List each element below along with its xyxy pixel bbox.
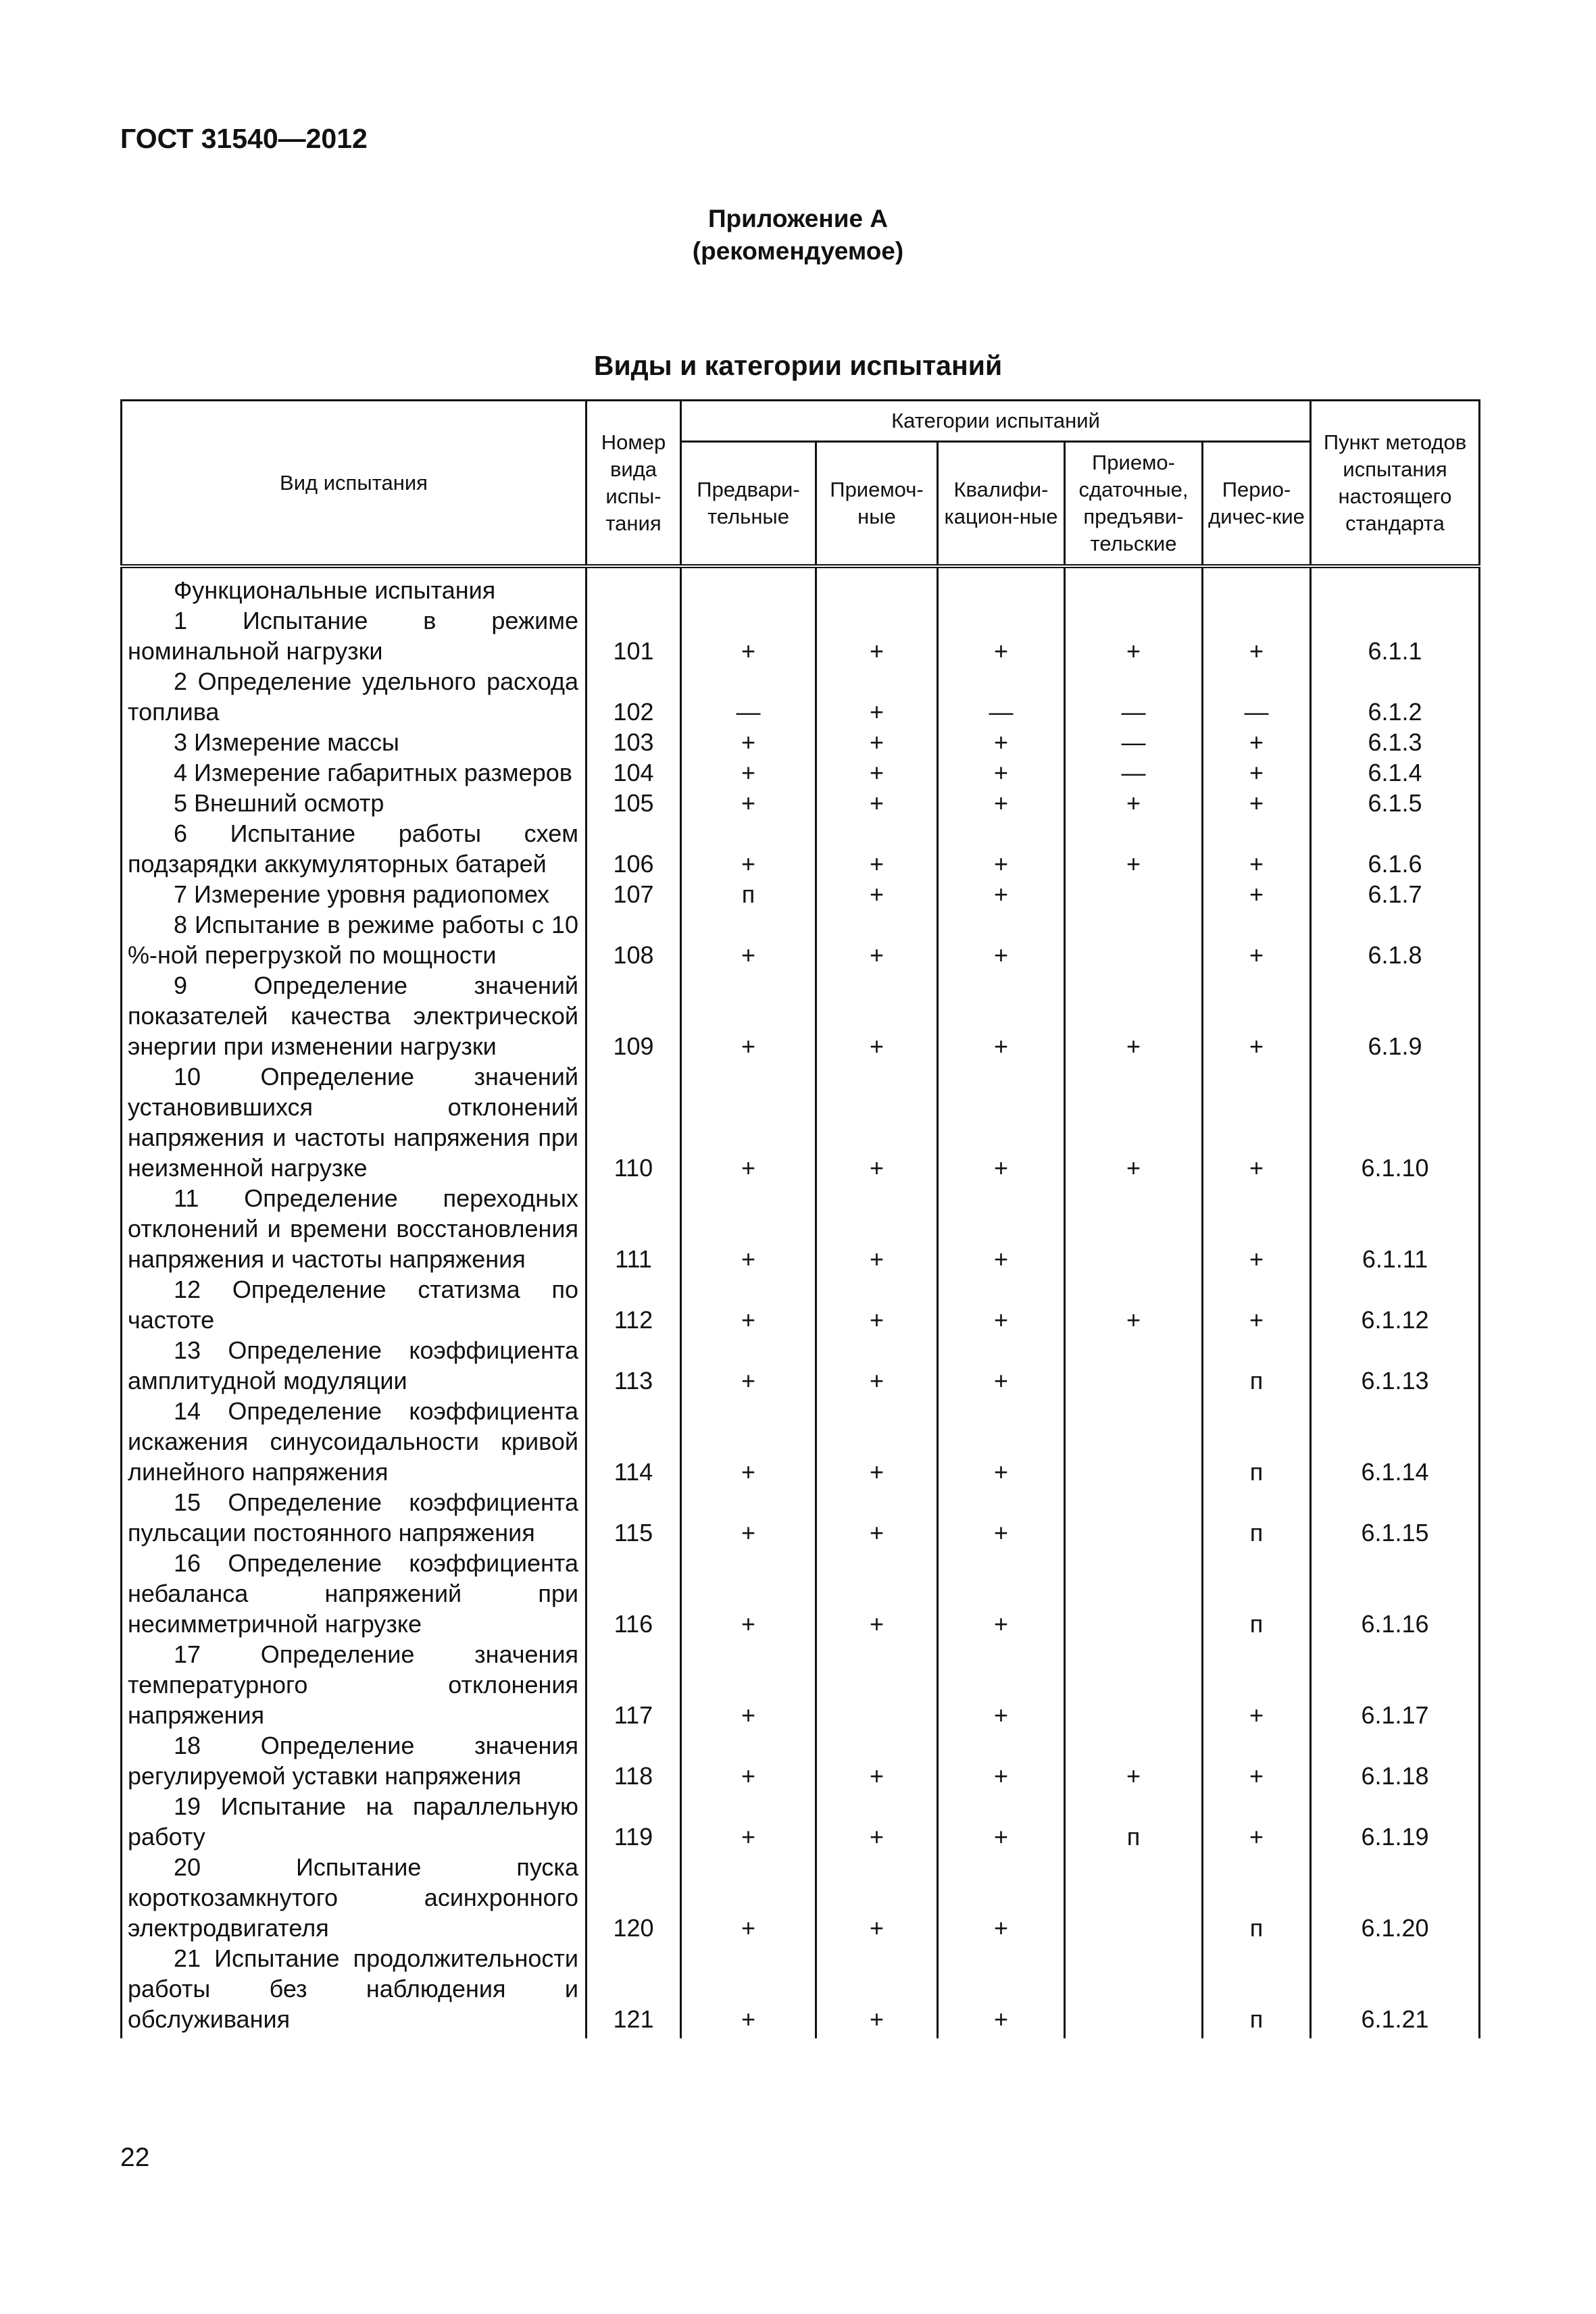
- method-clause: 6.1.5: [1311, 788, 1480, 818]
- test-number: 105: [587, 788, 681, 818]
- test-number: 116: [587, 1548, 681, 1639]
- category-qualification-mark: +: [938, 1548, 1065, 1639]
- category-periodic-mark: +: [1203, 970, 1311, 1061]
- test-name: 11 Определение переходных отклонений и времени восстановления напряжения и частоты напряжения: [128, 1184, 578, 1273]
- method-clause: 6.1.2: [1311, 666, 1480, 727]
- category-periodic-mark: +: [1203, 788, 1311, 818]
- method-clause: 6.1.21: [1311, 1943, 1480, 2038]
- category-periodic-mark: +: [1203, 727, 1311, 757]
- test-name-cell: [122, 1183, 587, 1274]
- category-qualification-mark: +: [938, 1730, 1065, 1791]
- category-qualification-mark: +: [938, 879, 1065, 909]
- test-name-cell: [122, 818, 587, 879]
- test-name-cell: [122, 1730, 587, 1791]
- method-clause: 6.1.17: [1311, 1639, 1480, 1730]
- test-name: 21 Испытание продолжительности работы без наблюдения и обслуживания: [128, 1944, 578, 2033]
- test-name: 17 Определение значения температурного отклонения напряжения: [128, 1640, 578, 1729]
- page-number: 22: [120, 2143, 150, 2172]
- table-row: [122, 1183, 1480, 1274]
- col-header-preliminary: Предвари-тельные: [681, 442, 816, 567]
- table-row: [122, 970, 1480, 1061]
- category-qualification-mark: +: [938, 727, 1065, 757]
- table-body: [122, 566, 1480, 2038]
- category-acceptance-mark: +: [816, 1335, 938, 1396]
- method-clause: 6.1.20: [1311, 1852, 1480, 1943]
- category-periodic-mark: п: [1203, 1396, 1311, 1487]
- category-periodic-mark: +: [1203, 1730, 1311, 1791]
- test-name-cell: [122, 757, 587, 788]
- test-name-cell: [122, 1639, 587, 1730]
- category-qualification-mark: +: [938, 1943, 1065, 2038]
- test-name-cell: [122, 1274, 587, 1335]
- test-name-cell: [122, 788, 587, 818]
- test-name: 4 Измерение габаритных размеров: [174, 759, 572, 786]
- test-number: 121: [587, 1943, 681, 2038]
- test-number: 112: [587, 1274, 681, 1335]
- category-preliminary-mark: +: [681, 1061, 816, 1183]
- test-name: 3 Измерение массы: [174, 728, 399, 756]
- category-qualification-mark: +: [938, 1335, 1065, 1396]
- section-title: Функциональные испытания: [174, 576, 496, 604]
- document-code: ГОСТ 31540—2012: [120, 123, 368, 154]
- test-name-cell: [122, 909, 587, 970]
- category-preliminary-mark: +: [681, 1183, 816, 1274]
- category-periodic-mark: —: [1203, 666, 1311, 727]
- test-name: 18 Определение значения регулируемой уставки напряжения: [128, 1732, 578, 1790]
- test-name-cell: [122, 970, 587, 1061]
- table-row: [122, 1274, 1480, 1335]
- test-name-cell: [122, 1396, 587, 1487]
- test-number: 114: [587, 1396, 681, 1487]
- category-preliminary-mark: —: [681, 666, 816, 727]
- category-preliminary-mark: +: [681, 1487, 816, 1548]
- table-row: [122, 1548, 1480, 1639]
- test-name: 20 Испытание пуска короткозамкнутого асинхронного электродвигателя: [128, 1853, 578, 1942]
- test-name-cell: [122, 1943, 587, 2038]
- table-row: [122, 818, 1480, 879]
- method-clause: 6.1.9: [1311, 970, 1480, 1061]
- category-delivery-mark: +: [1065, 970, 1203, 1061]
- category-acceptance-mark: +: [816, 1183, 938, 1274]
- category-qualification-mark: +: [938, 909, 1065, 970]
- category-delivery-mark: [1065, 909, 1203, 970]
- category-acceptance-mark: +: [816, 1791, 938, 1852]
- category-acceptance-mark: +: [816, 1852, 938, 1943]
- category-qualification-mark: —: [938, 666, 1065, 727]
- test-number: 117: [587, 1639, 681, 1730]
- col-header-acceptance: Приемоч-ные: [816, 442, 938, 567]
- category-preliminary-mark: +: [681, 1852, 816, 1943]
- category-preliminary-mark: +: [681, 909, 816, 970]
- test-name: 7 Измерение уровня радиопомех: [174, 880, 550, 908]
- category-delivery-mark: [1065, 1943, 1203, 2038]
- test-name: 1 Испытание в режиме номинальной нагрузки: [128, 607, 578, 665]
- test-number: 103: [587, 727, 681, 757]
- table-row: [122, 1639, 1480, 1730]
- category-preliminary-mark: +: [681, 727, 816, 757]
- category-periodic-mark: +: [1203, 1274, 1311, 1335]
- table-row: [122, 1487, 1480, 1548]
- category-delivery-mark: [1065, 879, 1203, 909]
- category-periodic-mark: +: [1203, 909, 1311, 970]
- category-periodic-mark: +: [1203, 818, 1311, 879]
- test-name-cell: [122, 666, 587, 727]
- col-header-qualification: Квалифи-кацион-ные: [938, 442, 1065, 567]
- category-acceptance-mark: +: [816, 1274, 938, 1335]
- table-row: [122, 1852, 1480, 1943]
- test-name: 10 Определение значений установившихся отклонений напряжения и частоты напряжения при неизменной нагрузке: [128, 1063, 578, 1182]
- table-row: [122, 605, 1480, 666]
- col-header-number: Номер вида испы-тания: [587, 401, 681, 567]
- category-preliminary-mark: +: [681, 605, 816, 666]
- test-number: 120: [587, 1852, 681, 1943]
- category-acceptance-mark: +: [816, 727, 938, 757]
- category-preliminary-mark: +: [681, 1335, 816, 1396]
- category-delivery-mark: [1065, 1548, 1203, 1639]
- test-name-cell: [122, 1791, 587, 1852]
- test-name-cell: [122, 1335, 587, 1396]
- header-separator: [122, 566, 1480, 575]
- test-name-cell: [122, 1548, 587, 1639]
- method-clause: 6.1.19: [1311, 1791, 1480, 1852]
- method-clause: 6.1.16: [1311, 1548, 1480, 1639]
- category-preliminary-mark: +: [681, 1730, 816, 1791]
- test-name: 14 Определение коэффициента искажения синусоидальности кривой линейного напряжения: [128, 1397, 578, 1486]
- test-number: 109: [587, 970, 681, 1061]
- category-delivery-mark: —: [1065, 666, 1203, 727]
- test-number: 106: [587, 818, 681, 879]
- col-header-clause: Пункт методов испытания настоящего стандарта: [1311, 401, 1480, 567]
- col-header-delivery: Приемо-сдаточные, предъяви-тельские: [1065, 442, 1203, 567]
- test-name: 15 Определение коэффициента пульсации постоянного напряжения: [128, 1488, 578, 1546]
- category-qualification-mark: +: [938, 1061, 1065, 1183]
- category-acceptance-mark: +: [816, 605, 938, 666]
- category-delivery-mark: [1065, 1335, 1203, 1396]
- category-periodic-mark: +: [1203, 1061, 1311, 1183]
- category-delivery-mark: +: [1065, 788, 1203, 818]
- category-delivery-mark: —: [1065, 727, 1203, 757]
- category-acceptance-mark: +: [816, 1548, 938, 1639]
- category-acceptance-mark: [816, 1639, 938, 1730]
- category-preliminary-mark: +: [681, 818, 816, 879]
- category-periodic-mark: +: [1203, 1791, 1311, 1852]
- test-number: 101: [587, 605, 681, 666]
- col-header-type: Вид испытания: [122, 401, 587, 567]
- method-clause: 6.1.12: [1311, 1274, 1480, 1335]
- test-number: 102: [587, 666, 681, 727]
- test-name: 5 Внешний осмотр: [174, 789, 384, 817]
- section-row: [122, 575, 1480, 605]
- category-acceptance-mark: +: [816, 666, 938, 727]
- category-qualification-mark: +: [938, 757, 1065, 788]
- category-delivery-mark: [1065, 1396, 1203, 1487]
- category-delivery-mark: [1065, 1183, 1203, 1274]
- table-row: [122, 1943, 1480, 2038]
- category-preliminary-mark: +: [681, 1639, 816, 1730]
- category-delivery-mark: +: [1065, 1061, 1203, 1183]
- method-clause: 6.1.13: [1311, 1335, 1480, 1396]
- category-delivery-mark: [1065, 1852, 1203, 1943]
- category-periodic-mark: п: [1203, 1548, 1311, 1639]
- method-clause: 6.1.7: [1311, 879, 1480, 909]
- test-number: 115: [587, 1487, 681, 1548]
- category-acceptance-mark: +: [816, 1396, 938, 1487]
- test-number: 111: [587, 1183, 681, 1274]
- test-number: 119: [587, 1791, 681, 1852]
- category-periodic-mark: +: [1203, 879, 1311, 909]
- method-clause: 6.1.3: [1311, 727, 1480, 757]
- category-qualification-mark: +: [938, 788, 1065, 818]
- table-row: [122, 1335, 1480, 1396]
- test-name: 16 Определение коэффициента небаланса напряжений при несимметричной нагрузке: [128, 1549, 578, 1638]
- test-number: 108: [587, 909, 681, 970]
- table-row: [122, 909, 1480, 970]
- test-name-cell: [122, 879, 587, 909]
- category-acceptance-mark: +: [816, 1487, 938, 1548]
- category-qualification-mark: +: [938, 605, 1065, 666]
- category-periodic-mark: п: [1203, 1852, 1311, 1943]
- category-preliminary-mark: +: [681, 970, 816, 1061]
- category-periodic-mark: +: [1203, 757, 1311, 788]
- method-clause: 6.1.10: [1311, 1061, 1480, 1183]
- category-qualification-mark: +: [938, 1487, 1065, 1548]
- table-title: Виды и категории испытаний: [593, 350, 1003, 381]
- category-qualification-mark: +: [938, 970, 1065, 1061]
- table-row: [122, 1396, 1480, 1487]
- category-preliminary-mark: +: [681, 1396, 816, 1487]
- category-periodic-mark: п: [1203, 1943, 1311, 2038]
- test-name-cell: [122, 727, 587, 757]
- category-qualification-mark: +: [938, 818, 1065, 879]
- table-row: [122, 1791, 1480, 1852]
- category-preliminary-mark: +: [681, 1791, 816, 1852]
- test-number: 107: [587, 879, 681, 909]
- category-periodic-mark: +: [1203, 605, 1311, 666]
- table-header: [122, 401, 1480, 567]
- test-name: 19 Испытание на параллельную работу: [128, 1792, 578, 1851]
- category-delivery-mark: п: [1065, 1791, 1203, 1852]
- test-name: 13 Определение коэффициента амплитудной модуляции: [128, 1336, 578, 1394]
- method-clause: 6.1.15: [1311, 1487, 1480, 1548]
- category-delivery-mark: —: [1065, 757, 1203, 788]
- category-acceptance-mark: +: [816, 1730, 938, 1791]
- category-delivery-mark: [1065, 1487, 1203, 1548]
- table-row: [122, 757, 1480, 788]
- category-acceptance-mark: +: [816, 970, 938, 1061]
- method-clause: 6.1.4: [1311, 757, 1480, 788]
- test-name: 6 Испытание работы схем подзарядки аккумуляторных батарей: [128, 820, 578, 878]
- test-name-cell: [122, 605, 587, 666]
- method-clause: 6.1.1: [1311, 605, 1480, 666]
- category-qualification-mark: +: [938, 1274, 1065, 1335]
- test-name: 12 Определение статизма по частоте: [128, 1276, 578, 1334]
- category-qualification-mark: +: [938, 1791, 1065, 1852]
- category-acceptance-mark: +: [816, 788, 938, 818]
- category-acceptance-mark: +: [816, 757, 938, 788]
- test-number: 104: [587, 757, 681, 788]
- table-row: [122, 727, 1480, 757]
- col-header-categories: Категории испытаний: [681, 401, 1311, 442]
- category-delivery-mark: +: [1065, 1730, 1203, 1791]
- test-number: 110: [587, 1061, 681, 1183]
- method-clause: 6.1.6: [1311, 818, 1480, 879]
- category-delivery-mark: +: [1065, 1274, 1203, 1335]
- category-delivery-mark: +: [1065, 818, 1203, 879]
- category-periodic-mark: п: [1203, 1487, 1311, 1548]
- category-periodic-mark: +: [1203, 1639, 1311, 1730]
- appendix-title: Приложение А: [707, 205, 889, 232]
- category-periodic-mark: п: [1203, 1335, 1311, 1396]
- category-acceptance-mark: +: [816, 1061, 938, 1183]
- category-preliminary-mark: +: [681, 757, 816, 788]
- category-acceptance-mark: +: [816, 818, 938, 879]
- category-preliminary-mark: +: [681, 1943, 816, 2038]
- category-periodic-mark: +: [1203, 1183, 1311, 1274]
- method-clause: 6.1.14: [1311, 1396, 1480, 1487]
- category-qualification-mark: +: [938, 1852, 1065, 1943]
- category-preliminary-mark: п: [681, 879, 816, 909]
- category-acceptance-mark: +: [816, 909, 938, 970]
- test-number: 113: [587, 1335, 681, 1396]
- appendix-subtitle: (рекомендуемое): [692, 237, 904, 265]
- category-acceptance-mark: +: [816, 1943, 938, 2038]
- test-name: 8 Испытание в режиме работы с 10 %-ной перегрузкой по мощности: [128, 911, 578, 969]
- category-acceptance-mark: +: [816, 879, 938, 909]
- method-clause: 6.1.11: [1311, 1183, 1480, 1274]
- table-row: [122, 788, 1480, 818]
- test-name: 9 Определение значений показателей качества электрической энергии при изменении нагрузки: [128, 972, 578, 1060]
- table-row: [122, 879, 1480, 909]
- test-name: 2 Определение удельного расхода топлива: [128, 668, 578, 726]
- category-qualification-mark: +: [938, 1396, 1065, 1487]
- category-delivery-mark: +: [1065, 605, 1203, 666]
- table-row: [122, 1061, 1480, 1183]
- method-clause: 6.1.18: [1311, 1730, 1480, 1791]
- appendix-heading: [0, 203, 1596, 268]
- test-name-cell: [122, 1852, 587, 1943]
- test-name-cell: [122, 1487, 587, 1548]
- category-qualification-mark: +: [938, 1183, 1065, 1274]
- table-row: [122, 666, 1480, 727]
- test-name-cell: [122, 1061, 587, 1183]
- test-number: 118: [587, 1730, 681, 1791]
- category-preliminary-mark: +: [681, 1548, 816, 1639]
- category-preliminary-mark: +: [681, 788, 816, 818]
- category-qualification-mark: +: [938, 1639, 1065, 1730]
- category-delivery-mark: [1065, 1639, 1203, 1730]
- table-row: [122, 1730, 1480, 1791]
- method-clause: 6.1.8: [1311, 909, 1480, 970]
- tests-table: [120, 399, 1480, 2038]
- col-header-periodic: Перио-дичес-кие: [1203, 442, 1311, 567]
- category-preliminary-mark: +: [681, 1274, 816, 1335]
